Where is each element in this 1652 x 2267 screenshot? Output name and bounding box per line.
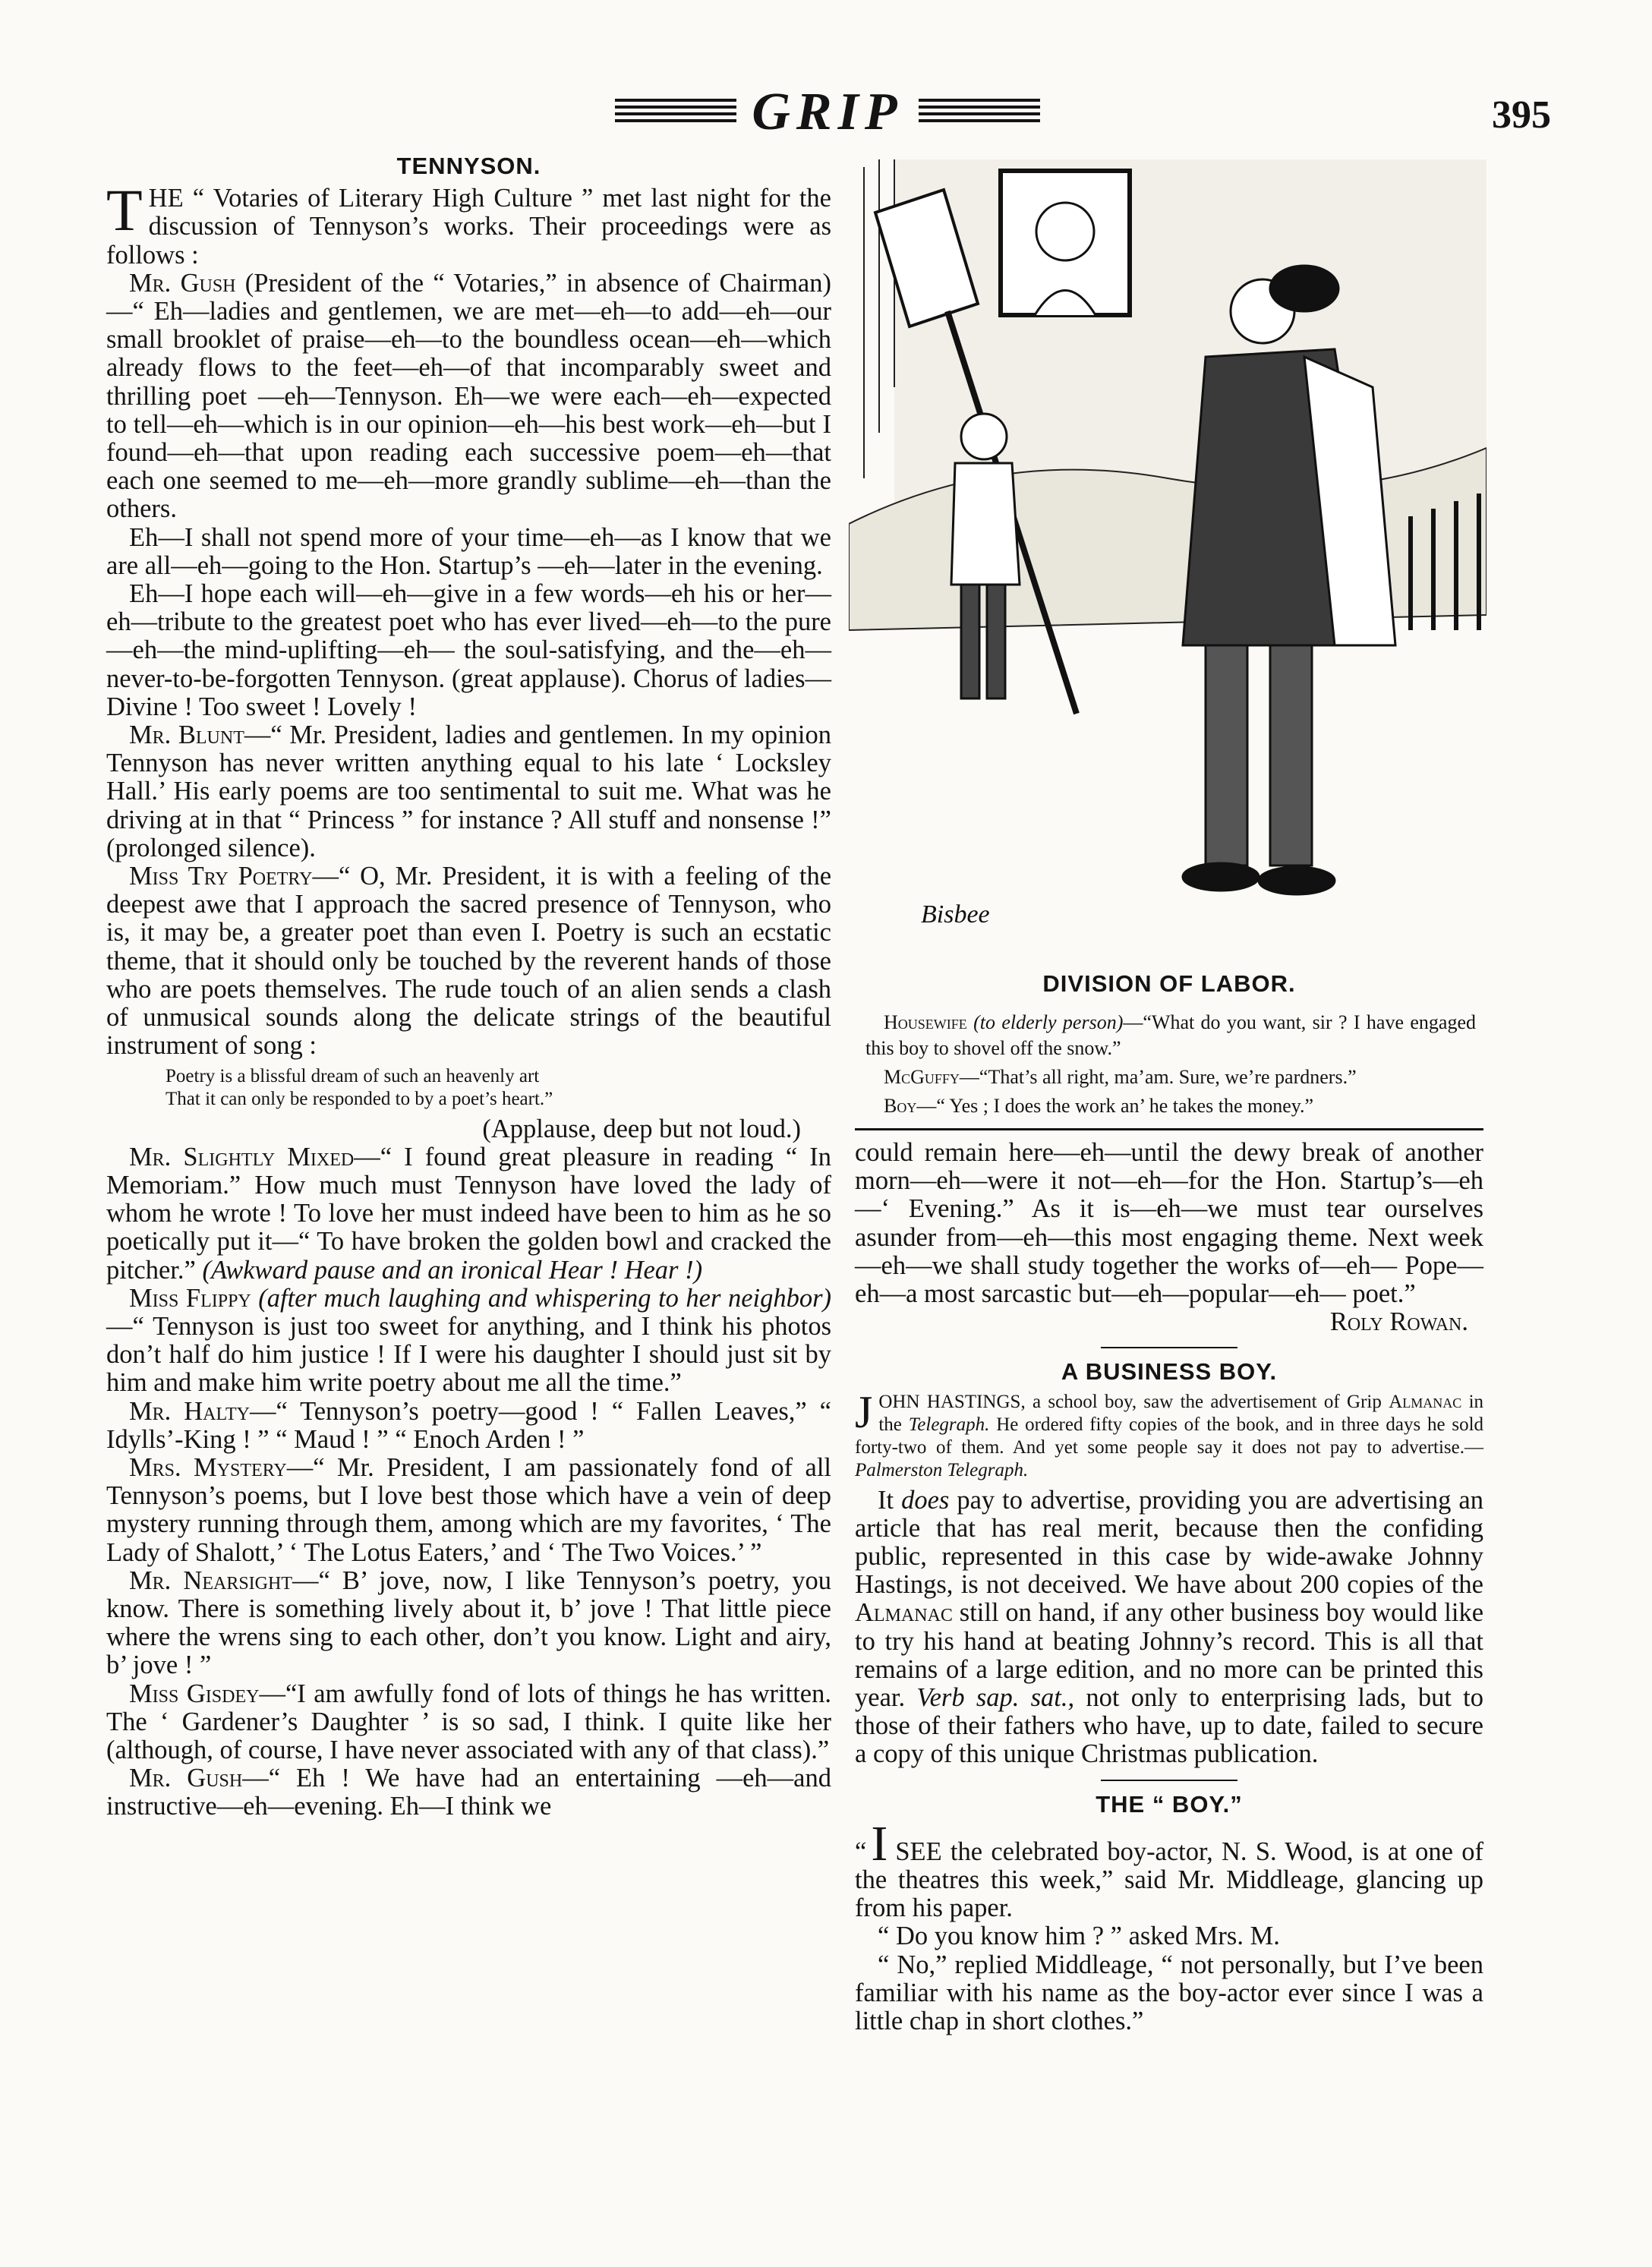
tennyson-intro: THE “ Votaries of Literary High Culture ” met last night for the discussion of Tennyson’s works. Their proceedings were as follows :: [106, 177, 831, 270]
speech-slightly-mixed: Mr. Slightly Mixed—“ I found great pleasure in reading “ In Memoriam.” How much must Tennyson have loved the lady of whom he wrote ! To love her must indeed have been to him as he so poetically put it—“ To have broken the golden bowl and cracked the pitcher.” (Awkward pause and an ironical Hear ! Hear !): [106, 1142, 832, 1285]
dropcap: I: [871, 1815, 888, 1871]
speaker: Miss Flippy: [129, 1283, 251, 1313]
speech-mystery: Mrs. Mystery—“ Mr. President, I am passionately fond of all Tennyson’s poems, but I love best those which have a vein of deep mystery running through them, among which are my favorites, ‘ The Lady of Shalott,’ ‘ The Lotus Eaters,’ and ‘ The Two Voices.’ ”: [106, 1452, 831, 1567]
masthead-title: GRIP: [752, 83, 903, 141]
poem-quote: [166, 1065, 831, 1111]
stage-direction: (Awkward pause and an ironical Hear ! Hear !): [202, 1255, 703, 1285]
speech-gisdey: Miss Gisdey—“I am awfully fond of lots of things he has written. The ‘ Gardener’s Daughter ’ is so sad, I think. I quite like her (although, of course, I have never associated with any of that class).”: [106, 1679, 831, 1764]
speaker: Mr. Nearsight: [129, 1565, 292, 1595]
applause-note: (Applause, deep but not loud.): [482, 1114, 801, 1143]
poem-line: That it can only be responded to by a poet’s heart.”: [166, 1088, 553, 1109]
the-boy-p2: “ Do you know him ? ” asked Mrs. M.: [878, 1922, 1280, 1951]
right-column: [855, 1139, 1483, 2035]
tennyson-article: [106, 152, 831, 1821]
speech-gush-2: Eh—I shall not spend more of your time—eh—as I know that we are all—eh—going to the Hon. Startup’s —eh—later in the evening.: [106, 522, 831, 580]
speaker: Mr. Gush: [129, 268, 236, 298]
section-divider: [1101, 1347, 1237, 1348]
artist-signature: Bisbee: [921, 900, 990, 929]
stage-direction: (after much laughing and whispering to her neighbor): [258, 1283, 832, 1313]
speaker: Miss Gisdey: [129, 1679, 260, 1708]
business-boy-quote: JOHN HASTINGS, a school boy, saw the advertisement of Grip Almanac in the Telegraph. He ordered fifty copies of the book, and in three days he sold forty-two of them. And yet some people say it does not pay to advertise.—Palmerston Telegraph.: [855, 1386, 1484, 1480]
page-number: 395: [1492, 93, 1551, 137]
speaker: Mr. Halty: [129, 1396, 250, 1426]
dropcap: J: [855, 1386, 873, 1437]
caption-dialogue: [865, 1010, 1476, 1122]
masthead: [615, 85, 1040, 140]
section-divider: [1101, 1780, 1237, 1781]
speech-gush-3: Eh—I hope each will—eh—give in a few words—eh his or her—eh—tribute to the greatest poet who has ever lived—eh—to the pure—eh—the mind-uplifting—eh— the soul-satisfying, and the—eh—never-to-be-forgotten Tennyson. (great applause). Chorus of ladies—Divine ! Too sweet ! Lovely !: [106, 579, 831, 721]
the-boy-p3: “ No,” replied Middleage, “ not personally, but I’ve been familiar with his name as the boy-actor ever since I was a little chap in short clothes.”: [855, 1950, 1483, 2036]
the-boy-heading: THE “ BOY.”: [1096, 1790, 1243, 1818]
speaker: Mr. Blunt: [129, 720, 244, 750]
speaker: Mrs. Mystery: [129, 1452, 287, 1482]
poem-line: Poetry is a blissful dream of such an heavenly art: [166, 1065, 540, 1086]
caption-line: Boy—“ Yes ; I does the work an’ he takes the money.”: [884, 1095, 1314, 1117]
author-signature: Roly Rowan.: [1329, 1307, 1468, 1337]
speaker: Mr. Slightly Mixed: [129, 1142, 355, 1171]
dropcap: T: [106, 177, 143, 244]
cartoon-illustration: [849, 159, 1486, 960]
business-boy-body: It does pay to advertise, providing you are advertising an article that has real merit, because then the confiding public, represented in this case by wide-awake Johnny Hastings, is not deceived. We have about 200 copies of the Almanac still on hand, if any other business boy would like to try his hand at beating Johnny’s record. This is all that remains of a large edition, and no more can be printed this year. Verb sap. sat., not only to enterprising lads, but to those of their fathers who have, up to date, failed to secure a copy of this unique Christmas publication.: [855, 1485, 1484, 1769]
column-rule: [855, 1128, 1483, 1130]
speech-halty: Mr. Halty—“ Tennyson’s poetry—good ! “ Fallen Leaves,” “ Idylls’-King ! ” “ Maud ! ” “ Enoch Arden ! ”: [106, 1396, 831, 1454]
business-boy-heading: A BUSINESS BOY.: [1061, 1358, 1278, 1386]
caption-line: McGuffy—“That’s all right, ma’am. Sure, we’re pardners.”: [884, 1066, 1357, 1088]
caption-line: Housewife (to elderly person)—“What do you want, sir ? I have engaged this boy to shovel off the snow.”: [865, 1011, 1476, 1059]
speech-try-poetry: Miss Try Poetry—“ O, Mr. President, it is with a feeling of the deepest awe that I approach the sacred presence of Tennyson, who is, it may be, a greater poet than even I. Poetry is such an ecstatic theme, that it should only be touched by the reverent hands of those who are poets themselves. The rude touch of an alien sends a clash of unmusical sounds along the delicate strings of the beautiful instrument of song :: [106, 862, 832, 1061]
speech-gush-closing: Mr. Gush—“ Eh ! We have had an entertaining —eh—and instructive—eh—evening. Eh—I think we: [106, 1764, 831, 1821]
speech-gush: Mr. Gush (President of the “ Votaries,” in absence of Chairman)—“ Eh—ladies and gentlemen, we are met—eh—to add—eh—our small brooklet of praise—eh—to the boundless ocean—eh—which already flows to the feet—eh—of that incomparably sweet and thrilling poet —eh—Tennyson. Eh—we were each—eh—expected to tell—eh—which is in our opinion—eh—his best work—eh—but I found—eh—that upon reading each successive poem—eh—that each one seemed to me—eh—more grandly sublime—eh—than the others.: [106, 268, 831, 524]
speech-blunt: Mr. Blunt—“ Mr. President, ladies and gentlemen. In my opinion Tennyson has never written anything equal to his late ‘ Locksley Hall.’ His early poems are too sentimental to suit me. What was he driving at in that “ Princess ” for instance ? All stuff and nonsense !” (prolonged silence).: [106, 720, 831, 862]
speaker: Mr. Gush: [129, 1764, 243, 1793]
masthead-rule-right: [919, 99, 1040, 126]
speech-nearsight: Mr. Nearsight—“ B’ jove, now, I like Tennyson’s poetry, you know. There is something lively about it, b’ jove ! That little piece where the wrens sing to each other, don’t you know. Light and airy, b’ jove ! ”: [106, 1565, 831, 1680]
speech-flippy: Miss Flippy (after much laughing and whispering to her neighbor)—“ Tennyson is just too sweet for anything, and I think his photos don’t half do him justice ! If I were his daughter I should just sit by him and make him write poetry about me all the time.”: [106, 1283, 832, 1398]
housewife-figure: [1036, 203, 1094, 260]
speaker: Miss Try Poetry: [129, 862, 313, 891]
tennyson-continuation: could remain here—eh—until the dewy break of another morn—eh—were it not—eh—for the Hon. Startup’s—eh —‘ Evening.” As it is—eh—we must tear ourselves asunder from—eh—this most engaging theme. Next week—eh—we shall study together the works of—eh— Pope—eh—a most sarcastic but—eh—popular—eh— poet.”: [855, 1138, 1483, 1309]
the-boy-p1: “I SEE the celebrated boy-actor, N. S. Wood, is at one of the theatres this week,” said Mr. Middleage, glancing up from his paper.: [855, 1815, 1483, 1923]
tennyson-heading: TENNYSON.: [396, 153, 541, 179]
caption-title: DIVISION OF LABOR.: [1042, 970, 1296, 997]
